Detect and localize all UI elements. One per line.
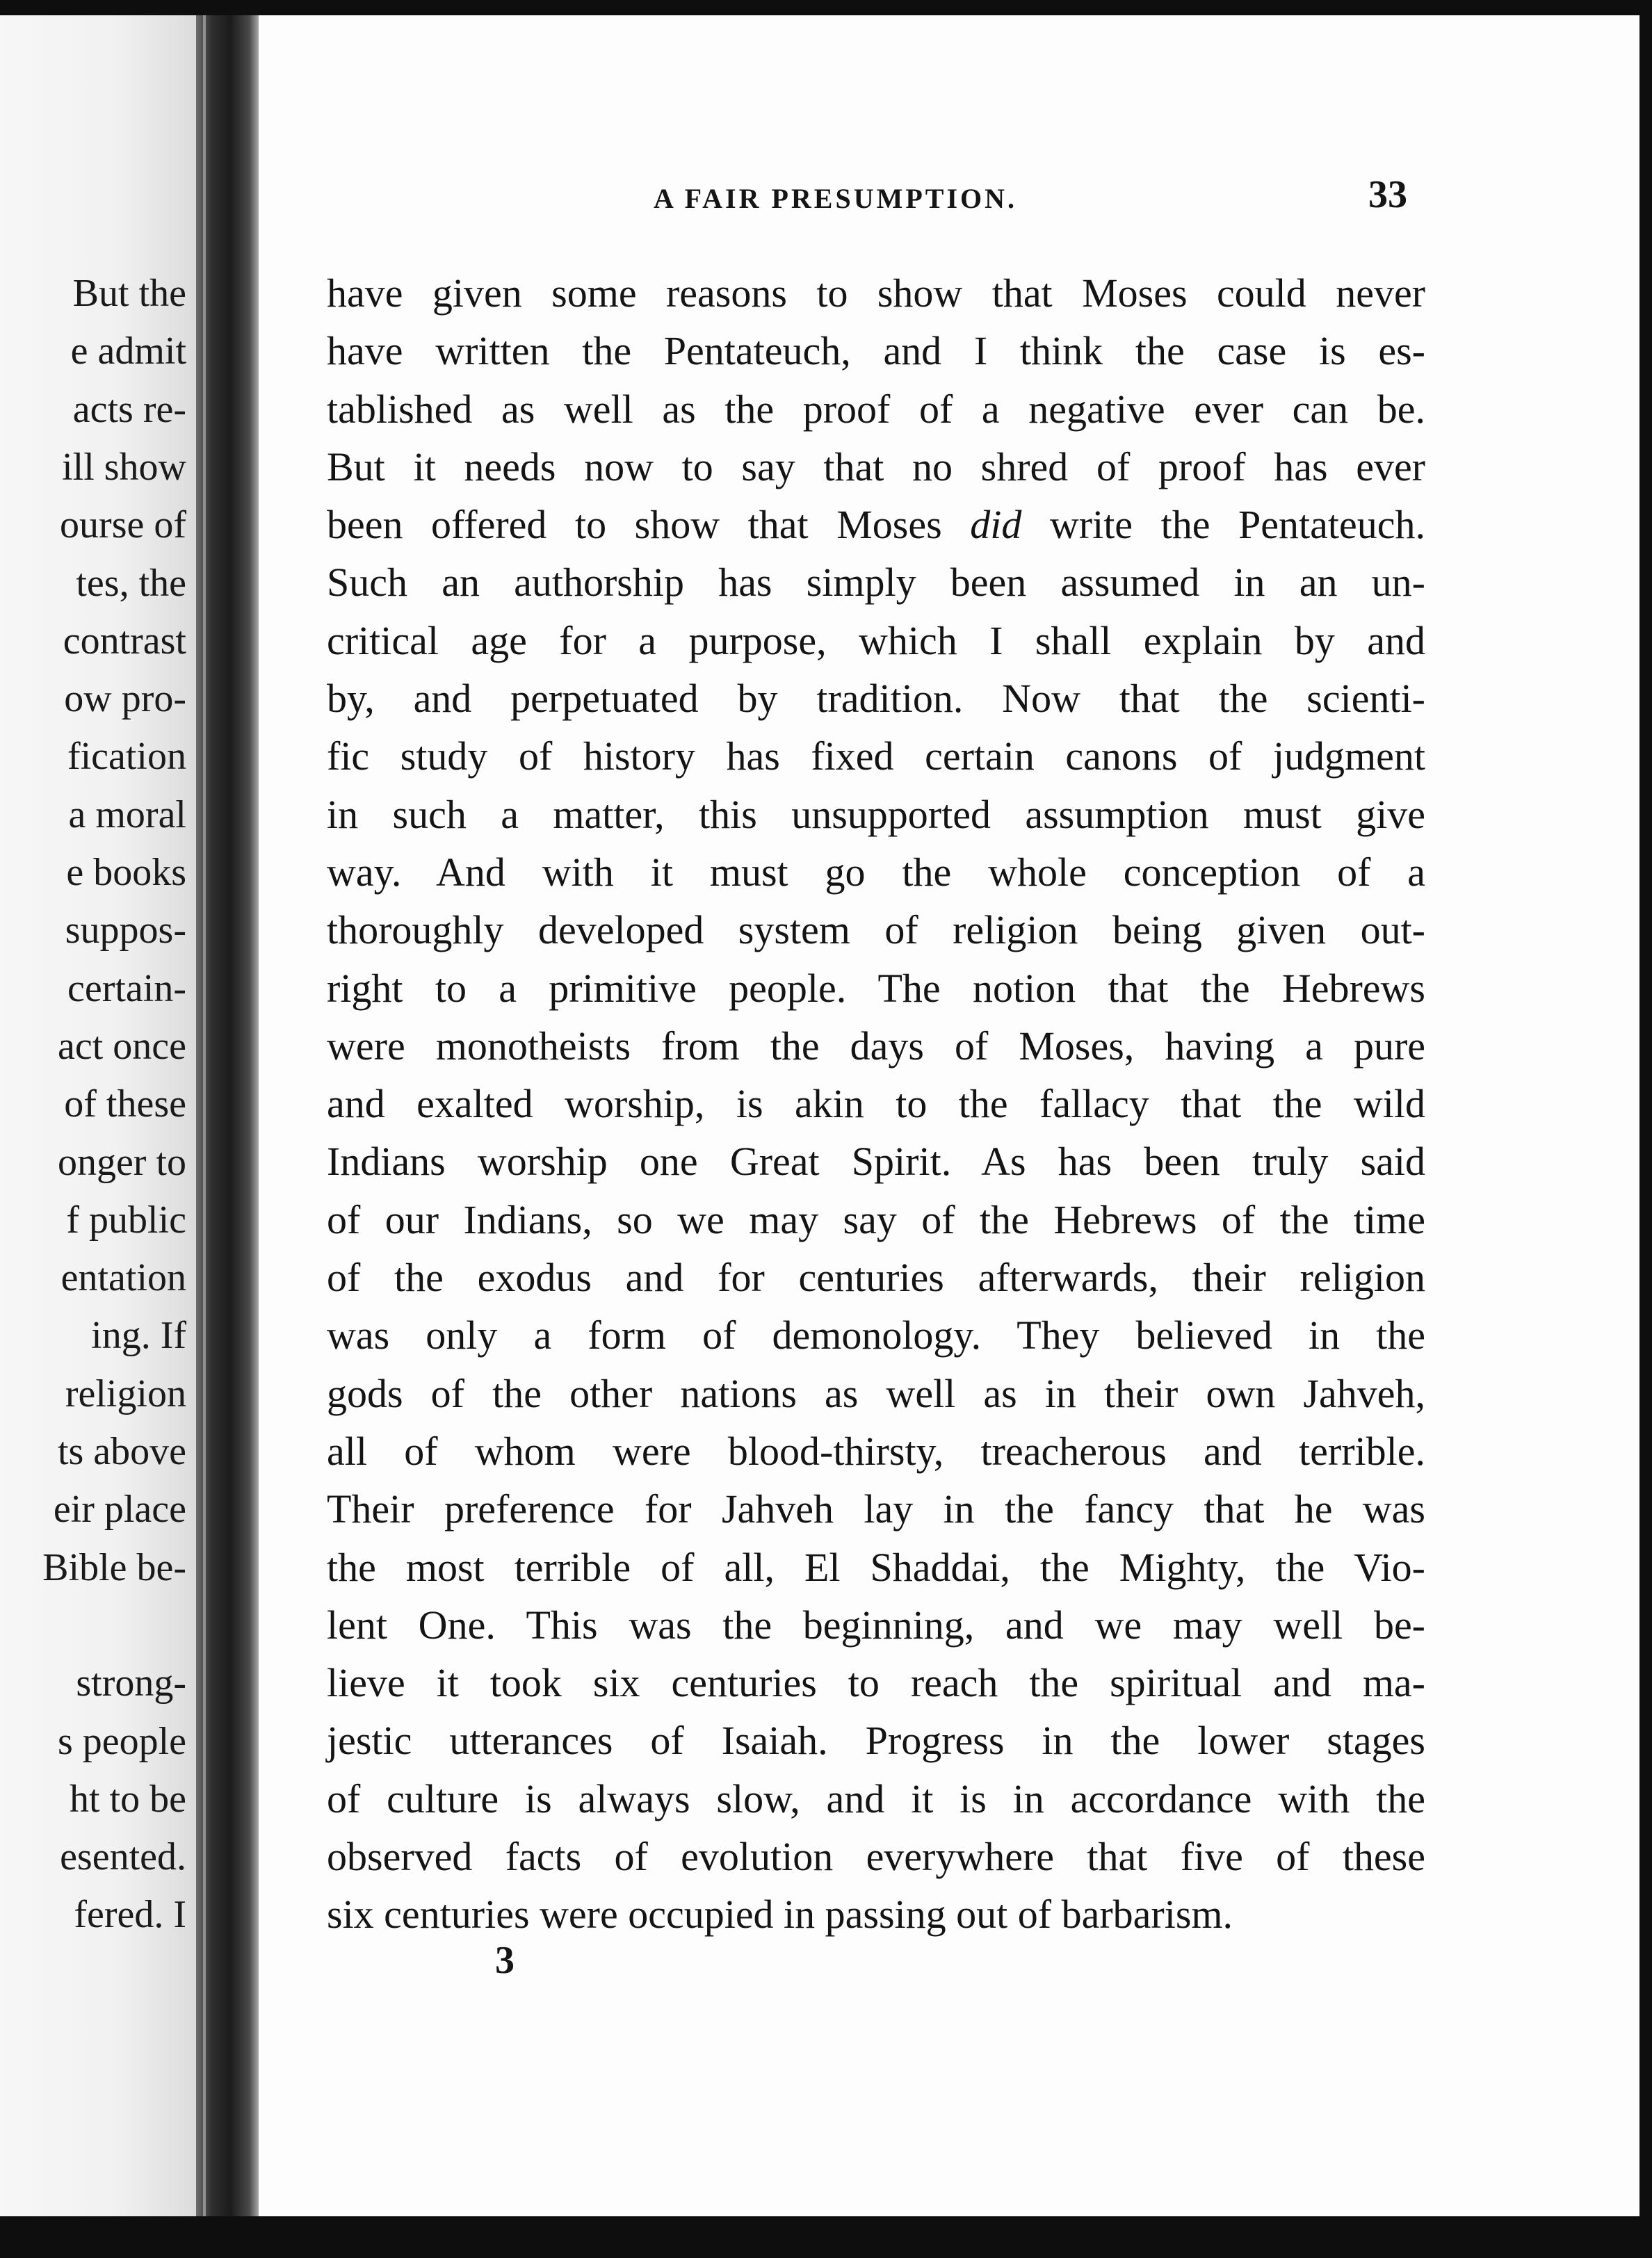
body-line: Such an authorship has simply been assumed in an un-	[327, 560, 1425, 606]
body-line: tablished as well as the proof of a negative ever can be.	[327, 386, 1425, 432]
body-line: But it needs now to say that no shred of proof has ever	[327, 444, 1425, 489]
left-page-line: esented.	[60, 1835, 186, 1879]
body-line: in such a matter, this unsupported assumption must give	[327, 791, 1425, 837]
body-line: jestic utterances of Isaiah. Progress in the lower stages	[327, 1718, 1425, 1764]
body-line: right to a primitive people. The notion that the Hebrews	[327, 965, 1425, 1011]
emphasis-word: did	[970, 502, 1022, 548]
running-head: A FAIR PRESUMPTION.	[654, 183, 1018, 214]
left-page-line: ht to be	[70, 1777, 186, 1821]
left-page-line: But the	[72, 272, 186, 315]
body-line: was only a form of demonology. They believed in the	[327, 1313, 1425, 1358]
body-line: way. And with it must go the whole conception of a	[327, 849, 1425, 895]
body-line: thoroughly developed system of religion being given out-	[327, 907, 1425, 953]
body-line: all of whom were blood-thirsty, treacherous and terrible.	[327, 1428, 1425, 1474]
left-page-line: contrast	[63, 619, 186, 663]
body-line: the most terrible of all, El Shaddai, the Mighty, the Vio-	[327, 1544, 1425, 1590]
body-line: lieve it took six centuries to reach the spiritual and ma-	[327, 1660, 1425, 1706]
left-page-line: onger to	[57, 1140, 186, 1184]
body-line: of our Indians, so we may say of the Hebrews of the time	[327, 1196, 1425, 1242]
left-page-line: of these	[64, 1082, 186, 1126]
scan-frame-top	[0, 0, 1652, 15]
left-page-line: ts above	[57, 1430, 186, 1473]
left-page-line: ourse of	[60, 503, 186, 547]
signature-mark: 3	[495, 1939, 515, 1982]
body-line: gods of the other nations as well as in their own Jahveh,	[327, 1370, 1425, 1416]
body-line: Their preference for Jahveh lay in the fancy that he was	[327, 1486, 1425, 1532]
page-number: 33	[1368, 173, 1407, 216]
left-page-line: ill show	[62, 445, 186, 489]
left-page-line: acts re-	[72, 387, 186, 431]
scan-frame-bottom	[0, 2216, 1652, 2258]
scan-frame-right	[1639, 0, 1652, 2258]
body-line: of the exodus and for centuries afterwards, their religion	[327, 1255, 1425, 1301]
left-page-line: religion	[65, 1372, 186, 1415]
left-page-line: tes, the	[76, 561, 186, 605]
facing-page-left	[0, 15, 196, 2216]
left-page-line: entation	[60, 1256, 186, 1300]
left-page-line: strong-	[76, 1662, 186, 1705]
body-line: were monotheists from the days of Moses, having a pure	[327, 1023, 1425, 1069]
body-line: lent One. This was the beginning, and we may well be-	[327, 1602, 1425, 1648]
body-text	[327, 264, 1425, 1944]
body-line: fic study of history has fixed certain canons of judgment	[327, 733, 1425, 779]
gutter-edge	[203, 15, 206, 2216]
body-line: of culture is always slow, and it is in accordance with the	[327, 1776, 1425, 1821]
left-page-line: f public	[66, 1198, 186, 1242]
left-page-line: e admit	[70, 330, 186, 373]
body-line: six centuries were occupied in passing out of barbarism.	[327, 1892, 1233, 1938]
body-line: have given some reasons to show that Moses could never	[327, 270, 1425, 316]
left-page-line: s people	[57, 1719, 186, 1763]
left-page-line: certain-	[67, 966, 186, 1010]
body-line: been offered to show that Moses did write the Pentateuch.	[327, 502, 1425, 548]
body-line: Indians worship one Great Spirit. As has been truly said	[327, 1139, 1425, 1185]
body-line: have written the Pentateuch, and I think the case is es-	[327, 328, 1425, 374]
left-page-line: fication	[67, 735, 186, 779]
body-line: and exalted worship, is akin to the fallacy that the wild	[327, 1081, 1425, 1127]
left-page-line: ing. If	[91, 1314, 186, 1358]
body-line: observed facts of evolution everywhere that five of these	[327, 1834, 1425, 1880]
left-page-line: eir place	[53, 1488, 186, 1532]
left-page-line: suppos-	[65, 909, 186, 952]
left-page-line: fered. I	[74, 1893, 186, 1937]
body-line: by, and perpetuated by tradition. Now that the scienti-	[327, 676, 1425, 722]
left-page-line: ow pro-	[64, 677, 186, 721]
left-page-line: a moral	[68, 793, 186, 836]
body-line: critical age for a purpose, which I shall explain by and	[327, 617, 1425, 663]
left-page-line: act once	[58, 1024, 186, 1068]
left-page-line: e books	[66, 851, 186, 894]
left-page-line: Bible be-	[42, 1545, 186, 1589]
